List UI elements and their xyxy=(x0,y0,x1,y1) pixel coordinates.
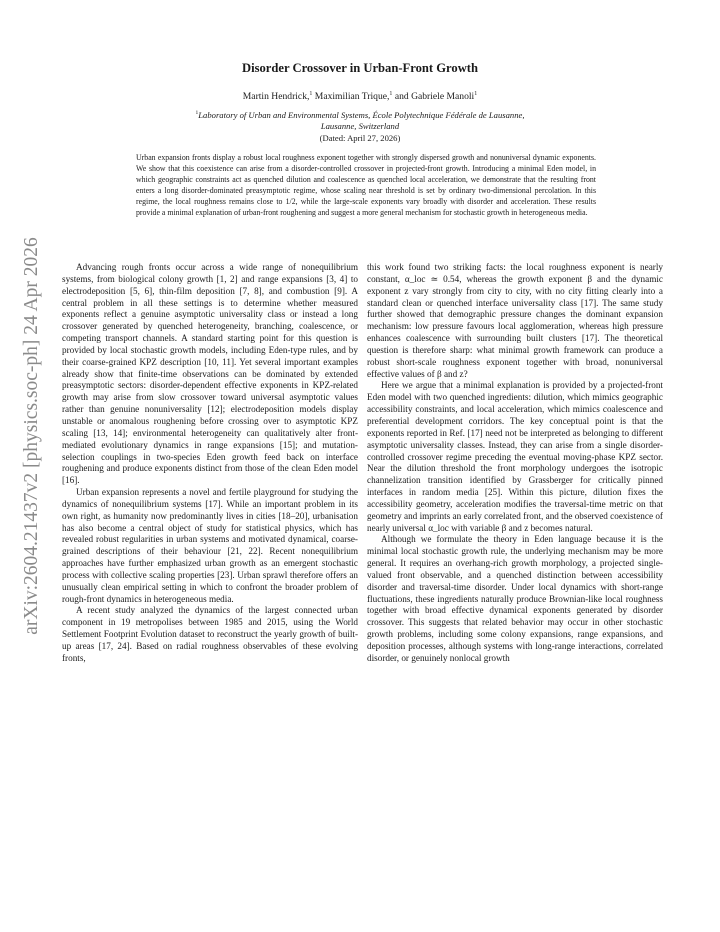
affiliation-line: Laboratory of Urban and Environmental Systems, École Polytechnique Fédérale de Lausanne, xyxy=(198,109,525,120)
affiliation-line: Lausanne, Switzerland xyxy=(320,121,400,132)
affiliation xyxy=(140,108,580,133)
author-affiliation-mark: 1 xyxy=(389,91,393,97)
author-name: Martin Hendrick, xyxy=(242,91,310,103)
paper-title: Disorder Crossover in Urban-Front Growth xyxy=(241,61,478,75)
author-affiliation-mark: 1 xyxy=(474,91,478,97)
author-affiliation-mark: 1 xyxy=(309,91,313,97)
body-paragraph: this work found two striking facts: the local roughness exponent is nearly constant, α_loc ≃ 0.54, whereas the growth exponent β and the dynamic exponent z vary strongly from city to city, with no city fitting clearly into a standard clean or quenched interface universality class [17]. The same study further showed that demographic pressure changes the dominant expansion mechanism: low pressure favours local agglomeration, whereas high pressure enhances coalescence with surrounding built clusters [17]. The theoretical question is therefore sharp: what minimal growth framework can produce a robust short-scale roughness exponent together with broad, nonuniversal effective values of β and z? xyxy=(367,262,663,379)
body-paragraph: Although we formulate the theory in Eden language because it is the minimal local stochastic growth rule, the underlying mechanism may be more general. It requires an overhang-rich growth morphology, a projected single-valued front observable, and a quenched distinction between accessibility disorder and traversal-time disorder. Under local dynamics with short-range fluctuations, these ingredients naturally produce Brownian-like local roughness together with broad effective dynamical exponents generated by disorder crossover. This suggests that related behavior may occur in other stochastic growth problems, including some colony expansions, range expansions, and deposition processes, although systems with long-range interactions, correlated disorder, or genuinely nonlocal growth xyxy=(367,534,663,663)
author-name: and Gabriele Manoli xyxy=(394,91,475,103)
author-name: Maximilian Trique, xyxy=(314,91,390,103)
arxiv-identifier-sidebar xyxy=(6,196,58,676)
body-paragraph: Here we argue that a minimal explanation is provided by a projected-front Eden model with two quenched ingredients: dilution, which mimics geographic accessibility constraints, and local acceleration, which mimics coalescence and preferential development corridors. The key conceptual point is that the exponents reported in Ref. [17] need not be interpreted as belonging to different asymptotic universality classes. Instead, they can arise from a single disorder-controlled crossover regime preceding the eventual moving-phase KPZ sector. Near the dilution threshold the front morphology undergoes the isotropic channelization transition identified by Grassberger for critically pinned interfaces in random media [25]. Within this picture, dilution fixes the accessibility geometry, acceleration modifies the traversal-time metric on that geometry and imprints an early correlated front, and the observed coexistence of nearly universal α_loc with variable β and z becomes natural. xyxy=(367,380,663,533)
body-paragraph: A recent study analyzed the dynamics of the largest connected urban component in 19 metropolises between 1985 and 2015, using the World Settlement Footprint Evolution dataset to reconstruct the yearly growth of built-up areas [17, 24]. Based on radial roughness observables of these evolving fronts, xyxy=(62,605,358,663)
arxiv-identifier: arXiv:2604.21437v2 [physics.soc-ph] 24 Apr 2026 xyxy=(21,237,42,635)
author-list xyxy=(0,91,720,102)
affiliation-mark: 1 xyxy=(195,110,199,116)
abstract: Urban expansion fronts display a robust local roughness exponent together with strongly dispersed growth and nonuniversal dynamic exponents. We show that this coexistence can arise from a disorder-controlled crossover in projected-front growth. Introducing a minimal Eden model, in which geographic constraints act as quenched dilution and coalescence as quenched local acceleration, we demonstrate that the resulting front enters a long disorder-dominated preasymptotic regime, whose scaling near threshold is set by ordinary two-dimensional percolation. In this regime, the local roughness remains close to 1/2, while the large-scale exponents vary broadly with disorder and acceleration. These results provide a minimal explanation of urban-front roughening and suggest a more general mechanism for stochastic growth in heterogeneous media. xyxy=(136,153,596,217)
body-paragraph: Advancing rough fronts occur across a wide range of nonequilibrium systems, from biological colony growth [1, 2] and range expansions [3, 4] to electrodeposition [5, 6], thin-film deposition [7, 8], and combustion [9]. A central problem in all these settings is to determine whether measured exponents reflect a genuine asymptotic universality class or instead a long crossover generated by quenched heterogeneity, branching, coalescence, or competing transport channels. A standard starting point for this question is provided by local stochastic growth models, including Eden-type rules, and by their coarse-grained KPZ description [10, 11]. Yet several important examples already show that finite-time observations can be dominated by extended preasymptotic sectors: disorder-dependent effective exponents in KPZ-related growth may arise from slow crossover toward universal asymptotic values rather than genuine nonuniversality [12]; electrodeposition models display unstable or anomalous roughening before crossing over to asymptotic KPZ scaling [13, 14]; environmental heterogeneity can qualitatively alter front-mediated evolutionary dynamics in range expansions [15]; and mutation-selection couplings in two-species Eden growth feed back on interface roughening and produce exponents distinct from those of the clean Eden model [16]. xyxy=(62,262,358,486)
left-column xyxy=(62,262,358,665)
right-column xyxy=(367,262,663,665)
body-paragraph: Urban expansion represents a novel and fertile playground for studying the dynamics of nonequilibrium systems [17]. While an important problem in its own right, as humanity now predominantly lives in cities [18–20], urbanisation has also become a central object of study for statistical physics, which has revealed robust regularities in urban systems and motivated dynamical, coarse-grained descriptions of their behaviour [21, 22]. Recent nonequilibrium approaches have further emphasized urban growth as an emergent stochastic process with collective scaling properties [23]. Urban sprawl therefore offers an unusually clean empirical setting in which to confront the broader problem of rough-front dynamics in heterogeneous media. xyxy=(62,487,358,604)
date-line: (Dated: April 27, 2026) xyxy=(319,133,401,143)
